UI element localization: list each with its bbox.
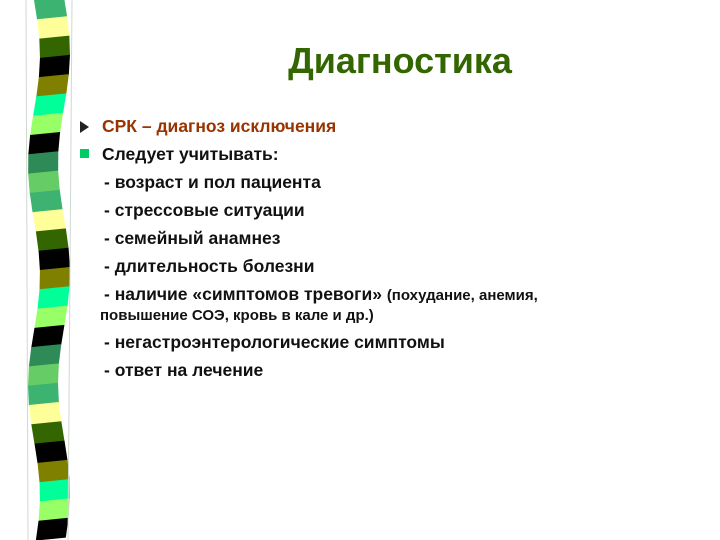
stripe-segment — [28, 363, 59, 386]
stripe-segment — [36, 74, 69, 97]
stripe-segment — [30, 190, 63, 213]
alarm-main: - наличие «симптомов тревоги» — [104, 284, 382, 304]
stripe-segment — [39, 248, 70, 271]
stripe-segment — [36, 228, 69, 251]
bullet-text: СРК – диагноз исключения — [102, 116, 337, 136]
alarm-detail-cont: повышение СОЭ, кровь в кале и др.) — [100, 307, 374, 324]
list-item: - стрессовые ситуации — [104, 200, 305, 220]
list-item: - семейный анамнез — [104, 228, 281, 248]
slide-title: Диагностика — [288, 40, 512, 81]
list-item: - возраст и пол пациента — [104, 172, 321, 192]
bullet-consider — [78, 140, 698, 168]
bullet-srk — [78, 112, 698, 140]
slide-content — [78, 112, 698, 384]
stripe-segment — [35, 441, 68, 464]
stripe-segment — [28, 151, 58, 174]
decorative-stripe — [0, 0, 80, 540]
stripe-segment — [40, 267, 70, 290]
stripe-segment — [31, 325, 64, 348]
stripe-segment — [34, 306, 67, 329]
arrow-bullet-icon — [80, 121, 89, 133]
stripe-segment — [28, 171, 60, 194]
stripe-segment — [39, 36, 70, 59]
stripe-segment — [36, 518, 69, 540]
square-bullet-icon — [80, 149, 89, 158]
stripe-segment — [39, 498, 70, 521]
stripe-segment — [40, 479, 70, 502]
alarm-detail: (похудание, анемия, — [386, 287, 538, 304]
stripe-segment — [31, 421, 64, 444]
stripe-segment — [28, 132, 60, 155]
list-item: - ответ на лечение — [104, 360, 264, 380]
list-item: - негастроэнтерологические симптомы — [104, 332, 445, 352]
stripe-segment — [28, 383, 59, 406]
stripe-segment — [33, 93, 66, 116]
stripe-segment — [37, 16, 69, 39]
stripe-segment — [38, 460, 70, 483]
list-item: - длительность болезни — [104, 256, 315, 276]
bullet-text: Следует учитывать: — [102, 144, 279, 164]
stripe-segment — [39, 55, 70, 78]
stripe-segment — [29, 402, 61, 425]
stripe-segment — [38, 286, 70, 309]
stripe-segment — [30, 113, 63, 136]
stripe-edge — [26, 0, 28, 540]
stripe-segment — [29, 344, 61, 367]
stripe-segment — [33, 209, 66, 232]
